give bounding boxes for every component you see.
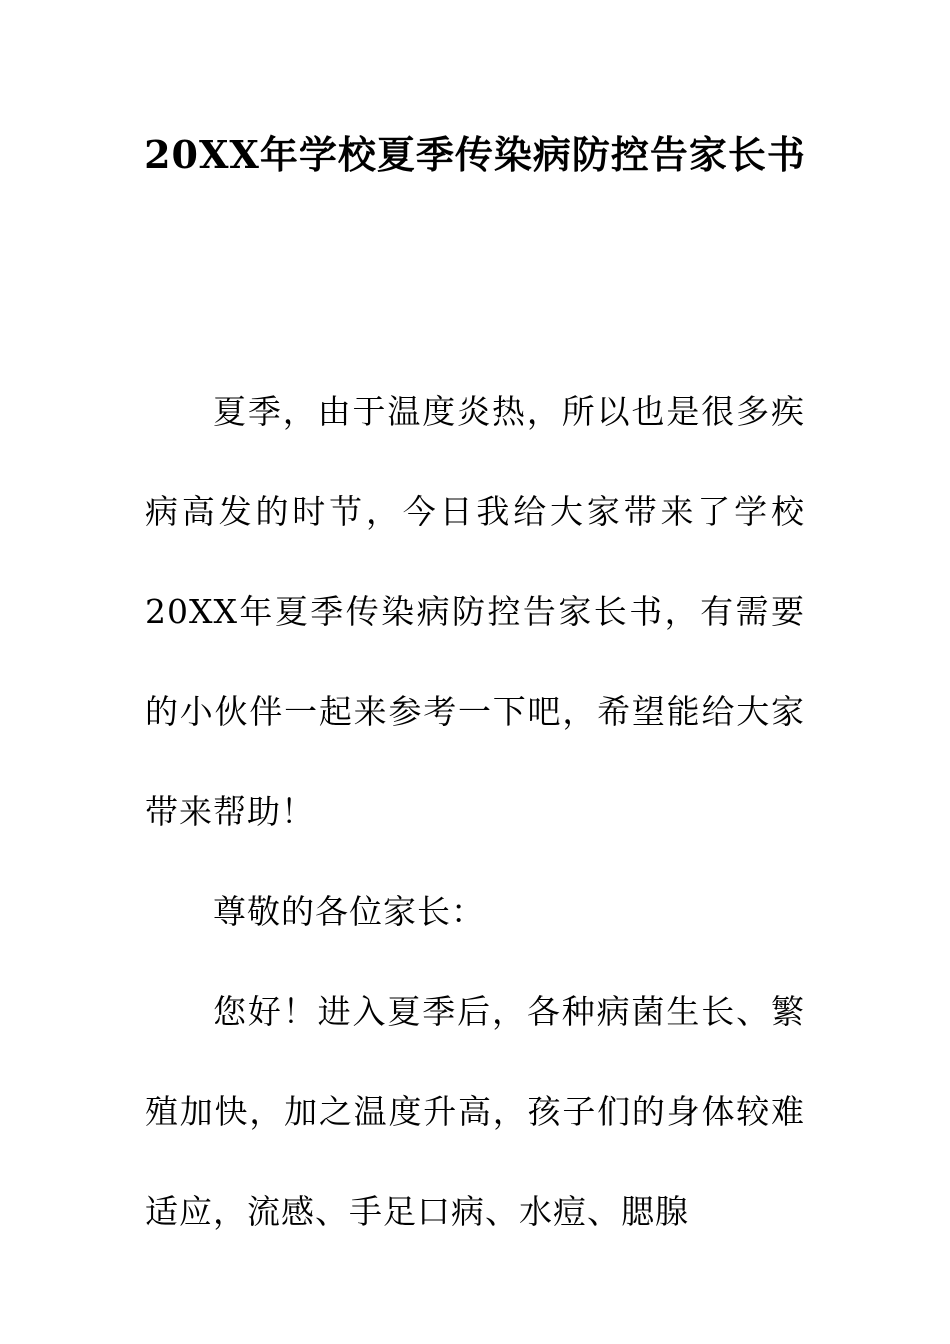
salutation-paragraph: 尊敬的各位家长： (213, 892, 485, 931)
greeting-paragraph: 您好！进入夏季后，各种病菌生长、繁殖加快，加之温度升高，孩子们的身体较难适应，流感、手足口病、水痘、腮腺 (145, 992, 805, 1231)
document-title: 20XX年学校夏季传染病防控告家长书 (144, 132, 806, 177)
document-body (145, 362, 805, 1262)
intro-paragraph: 夏季，由于温度炎热，所以也是很多疾病高发的时节，今日我给大家带来了学校20XX年夏季传染病防控告家长书，有需要的小伙伴一起来参考一下吧，希望能给大家带来帮助！ (145, 392, 805, 831)
